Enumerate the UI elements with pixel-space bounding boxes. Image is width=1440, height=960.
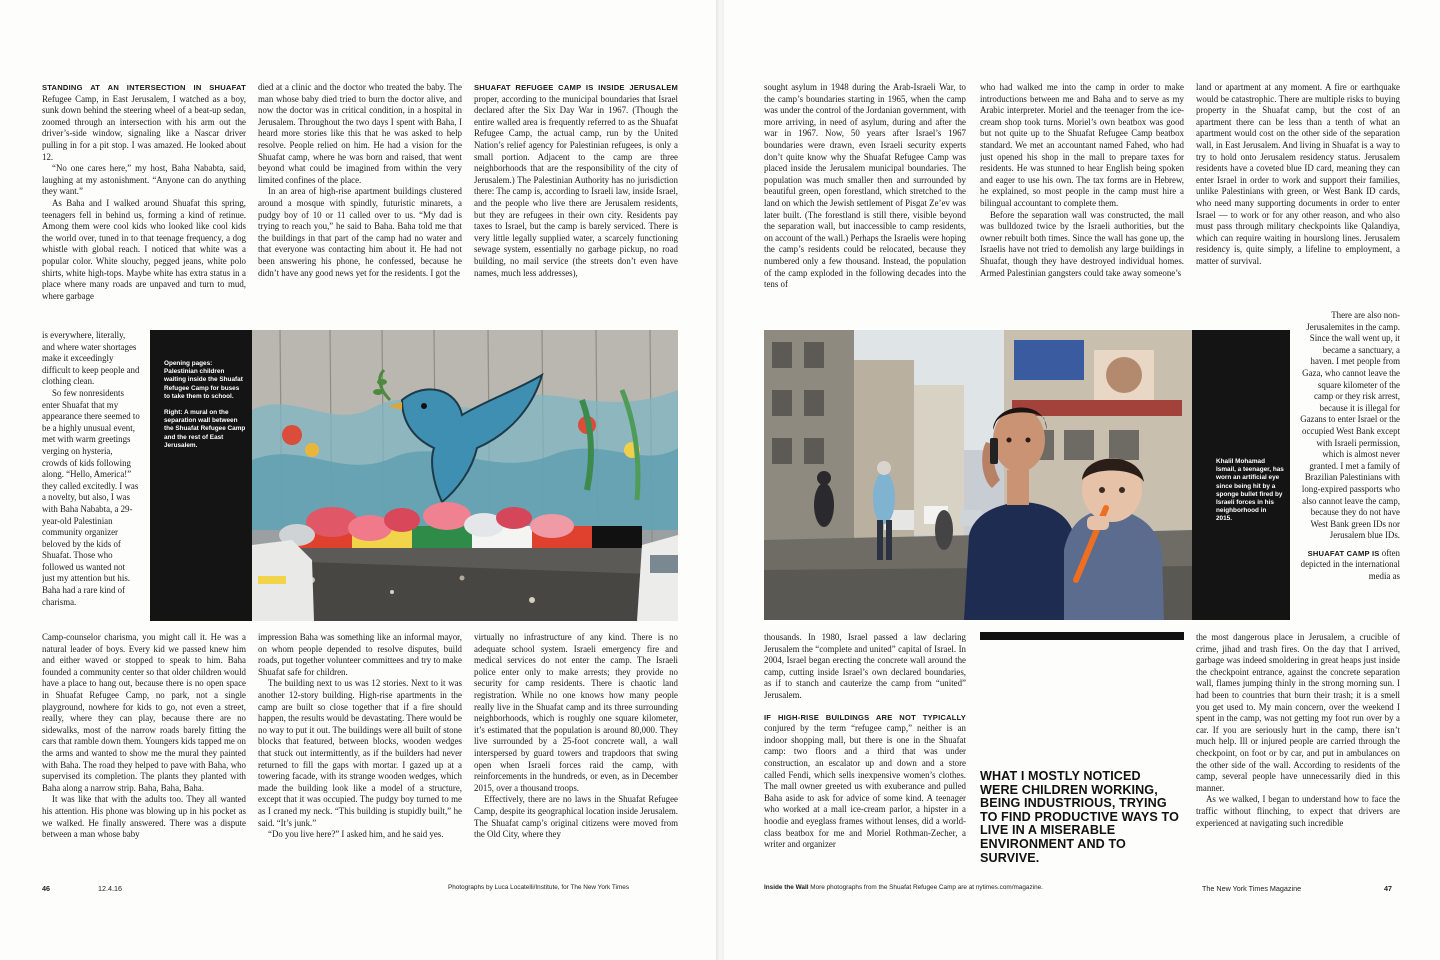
left-col1-para-1: STANDING AT AN INTERSECTION IN SHUAFAT Refugee Camp, in East Jerusalem, I watched as a boy, sunk down behind the steering wheel of a beat-up sedan, zoomed through an intersection with his arm out the driver’s-side window, signaling like a Nascar driver pulling in for a pit stop. I was amazed. He looked about 12. xyxy=(42,83,246,162)
left-col1-wrap-para-2: So few nonresidents enter Shuafat that my appearance there seemed to be a highly unusual event, met with warm greetings verging on hysteria, crowds of kids following along. “Hello, America!” they called excitedly. I was a novelty, but also, I was with Baha Nababta, a 29-year-old Palestinian community organizer beloved by the kids of Shuafat. Those who followed us wanted not just my attention but his. Baha had a rare kind of charisma. xyxy=(42,387,140,607)
mural-photo-art xyxy=(252,330,678,621)
pullquote-rule xyxy=(980,632,1184,640)
right-col2-para-2: Before the separation wall was constructed, the mall was bulldozed twice by the Israeli authorities, but the owner rebuilt both times. Since the wall has gone up, the Israelis have not tried to demolish any large buildings in Shuafat, though they have destroyed individual homes. Armed Palestinian gangsters could take away someone’s xyxy=(980,209,1184,278)
right-col3-bottom-para-2: As we walked, I began to understand how to face the traffic without flinching, to expect that drivers are experienced at navigating such incredible xyxy=(1196,794,1400,828)
web-reference xyxy=(764,884,1043,891)
pullquote: WHAT I MOSTLY NOTICED WERE CHILDREN WORKING, BEING INDUSTRIOUS, TRYING TO FIND PRODUCTIVE WAYS TO LIVE IN A MISERABLE ENVIRONMENT AND TO SURVIVE. xyxy=(980,769,1179,865)
left-col3-top xyxy=(474,82,678,324)
right-col3-wrap-para: There are also non-Jerusalemites in the camp. Since the wall went up, it became a sanctuary, a haven. I met people from Gaza, who cannot leave the square kilometer of the camp or they risk arrest, because it is illegal for Gazans to enter Israel or the occupied West Bank except with Israeli permission, which is almost never granted. I met a family of Brazilian Palestinians with long-expired passports who also cannot leave the camp, because they do not have West Bank green IDs nor Jerusalem blue IDs. xyxy=(1300,310,1400,541)
left-col3-para-1: SHUAFAT REFUGEE CAMP IS INSIDE JERUSALEM proper, according to the municipal boundaries that Israel declared after the Six Day War in 1967. (Though the entire walled area is frequently referred to as the Shuafat Refugee Camp, the actual camp, run by the United Nation’s relief agency for Palestinian refugees, is only a small portion. Adjacent to the camp are three neighborhoods that are the responsibility of the city of Jerusalem.) The Palestinian Authority has no jurisdiction there: The camp is, according to Israeli law, inside Israel, and the people who live there are Jerusalem residents, but they are refugees in their own city. Residents pay taxes to Israel, but the camp is barely serviced. There is very little legally supplied water, a scarcely functioning sewage system, essentially no garbage pickup, no road building, no mail service (the streets don’t even have names, much less addresses), xyxy=(474,83,678,278)
caption-right-mural: Right: A mural on the separation wall between the Shuafat Refugee Camp and the rest of East Jerusalem. xyxy=(164,409,246,449)
photo-credit: Photographs by Luca Locatelli/Institute, for The New York Times xyxy=(448,884,630,891)
left-col3-lead-in: SHUAFAT REFUGEE CAMP IS INSIDE JERUSALEM xyxy=(474,83,678,92)
right-col3-bottom xyxy=(1196,632,1400,872)
left-col1-wrap-para-1: is everywhere, literally, and where water shortages make it exceedingly difficult to keep people and clothing clean. xyxy=(42,330,140,387)
left-col3-bottom xyxy=(474,632,678,872)
left-page xyxy=(0,0,718,960)
left-col1-bottom-para-1: Camp-counselor charisma, you might call it. He was a natural leader of boys. Every kid we passed knew him and either waved or stopped to speak to him. Baha founded a community center so that older children would have a place to hang out, because there is no open space in Shuafat Refugee Camp, no park, not a single playground, nowhere for kids to go, not even a street, really, where they can play, because there are no sidewalks, most of the narrow roads barely fitting the cars that ramble down them. Youngers kids tapped me on the arms and wanted to show me the mural they painted with Baha. The road they helped to pave with Baha, who supervised its completion. The plants they planted with Baha along a narrow strip. Baha, Baha, Baha. xyxy=(42,632,246,793)
section-label: Inside the Wall xyxy=(764,884,809,891)
left-col1-para-3: As Baha and I walked around Shuafat this spring, teenagers fell in behind us, forming a kind of retinue. Among them were cool kids who looked like cool kids the world over, tuned in to that teenage frequency, a dog whistle with global reach. I noticed that white was a popular color. White slouchy, pegged jeans, white polo shirts, white high-tops. Maybe white has extra status in a place where many roads are unpaved and turn to mud, where garbage xyxy=(42,197,246,301)
left-col1-wrap xyxy=(42,330,140,630)
left-col2-para-1: died at a clinic and the doctor who treated the baby. The man whose baby died tried to burn the doctor alive, and now the doctor was in critical condition, in a hospital in Jerusalem. Throughout the two days I spent with Baha, I heard more stories like this that he was asked to help resolve. People relied on him. He had a vision for the Shuafat camp, where he was born and raised, that went beyond what could be imagined from within the very limited confines of the place. xyxy=(258,82,462,185)
street-photo xyxy=(764,330,1192,620)
right-col2-top xyxy=(980,82,1184,318)
left-col1-bottom xyxy=(42,632,246,872)
magazine-name: The New York Times Magazine xyxy=(1202,884,1302,893)
left-col2-bottom-para-3: “Do you live here?” I asked him, and he said yes. xyxy=(268,829,444,840)
left-page-number: 46 xyxy=(42,884,50,893)
right-col3-wrap-lead-para: SHUAFAT CAMP IS often depicted in the international media as xyxy=(1300,547,1400,582)
right-col1-para-1: sought asylum in 1948 during the Arab-Israeli War, to the camp’s boundaries starting in 1965, when the camp was under the control of the Jordanian government, with more arriving, in need of asylum, during and after the war in 1967. Now, 50 years after Israel’s 1967 boundaries were drawn, even Israeli security experts don’t quite know why the Shuafat Refugee Camp was placed inside the Jerusalem municipal boundaries. The population was much smaller then and surrounded by beautiful green, open forestland, which stretched to the land on which the Jewish settlement of Pisgat Ze’ev was later built. (The forestland is still there, visible beyond the separation wall, but inaccessible to camp residents, on account of the wall.) Perhaps the Israelis were hoping the camp’s residents could be relocated, because they numbered only a few thousand. Instead, the population of the camp exploded in the following decades into the tens of xyxy=(764,82,966,290)
right-col1-top xyxy=(764,82,966,318)
left-col1-para-2: “No one cares here,” my host, Baha Nababta, said, laughing at my astonishment. “Anyone can do anything they want.” xyxy=(42,163,246,197)
left-col2-bottom-para-2: The building next to us was 12 stories. Next to it was another 12-story building. High-rise apartments in the camp are built so close together that if a fire should happen, the results would be devastating. There would be no way to put it out. The buildings were all built of stone blocks that featured, between blocks, wooden wedges that stuck out intermittently, as if the builders had never returned to fill the gaps with mortar. I gazed up at a towering facade, with its strange wooden wedges, which made the building look like a model of a structure, except that it was occupied. The pudgy boy turned to me as I craned my neck. “This building is stupidly built,” he said. “It’s junk.” xyxy=(258,678,462,828)
left-col3-bottom-para-1: virtually no infrastructure of any kind. There is no adequate school system. Israeli emergency fire and medical services do not enter the camp. The Israeli police enter only to make arrests; they provide no security for camp residents. There is chaotic land registration. While no one knows how many people really live in the Shuafat camp and its three surrounding neighborhoods, which is roughly one square kilometer, it’s estimated that the population is around 80,000. They live surrounded by a 25-foot concrete wall, a wall interspersed by guard towers and trapdoors that swing open when Israeli forces raid the camp, with reinforcements in the hundreds, or even, as in December 2015, over a thousand troops. xyxy=(474,632,678,793)
right-col3-bottom-para-1: the most dangerous place in Jerusalem, a crucible of crime, jihad and trash fires. On the day that I arrived, garbage was indeed smoldering in great heaps just inside the checkpoint entrance, against the concrete separation wall, flames jumping thinly in the strong morning sun. I had been to countries that burn their trash; it is a smell you get used to. My main concern, over the weekend I spent in the camp, was not getting my foot run over by a car. If you are seriously hurt in the camp, there isn’t much help. Ill or injured people are carried through the checkpoint, on foot or by car, and put in ambulances on the other side of the wall. According to residents of the camp, several people have unnecessarily died in this manner. xyxy=(1196,632,1400,793)
left-col3-bottom-para-2: Effectively, there are no laws in the Shuafat Refugee Camp, despite its geographical location inside Jerusalem. The Shuafat camp’s original citizens were moved from the Old City, where they xyxy=(474,794,678,840)
left-col1-top xyxy=(42,82,246,328)
left-col2-para-2: In an area of high-rise apartment buildings clustered around a mosque with spindly, futuristic minarets, a pudgy boy of 10 or 11 called over to us. “My dad is trying to reach you,” he said to Baha. Baha told me that the buildings in that part of the camp had no water and that everyone was contacting him about it. He had not been answering his phone, he confessed, because he didn’t have any good news yet for the residents. I got the xyxy=(258,186,462,278)
right-col1-bottom xyxy=(764,632,966,872)
mural-photo xyxy=(252,330,678,621)
right-col3-para-1: land or apartment at any moment. A fire or earthquake would be catastrophic. There are multiple risks to buying property in the Shuafat camp, but the cost of an apartment there can be less than a tenth of what an apartment would cost on the other side of the separation wall, in East Jerusalem. And living in Shuafat is a way to try to hold onto Jerusalem residency status. Jerusalem residents have a coveted blue ID card, meaning they can enter Israel in order to work and support their families, unlike Palestinians with green, or West Bank ID cards, who need many supporting documents in order to enter Israel — to work or for any other reason, and who also must pass through military checkpoints like Qalandiya, which can require waiting in hourslong lines. Jerusalem residency is, quite simply, a lifeline to employment, a matter of survival. xyxy=(1196,82,1400,266)
caption-opening-pages: Opening pages: Palestinian children waiting inside the Shuafat Refugee Camp for buses to take them to school. xyxy=(164,360,243,400)
right-col1-bottom-para-2: IF HIGH-RISE BUILDINGS ARE NOT TYPICALLY conjured by the term “refugee camp,” neither is an indoor shopping mall, but there is one in the Shuafat camp: two floors and a third that was under construction, an escalator up and down and a store called Fendi, which sells inexpensive women’s clothes. The mall owner greeted us with exuberance and pulled Baha aside to ask for advice of some kind. A teenager who worked at a mall ice-cream parlor, a hipster in a hoodie and eyeglass frames without lenses, did a world-class beatbox for me and Moriel Rothman-Zecher, a writer and organizer xyxy=(764,712,966,850)
right-col1-lead-in: IF HIGH-RISE BUILDINGS ARE NOT TYPICALLY xyxy=(764,712,966,722)
section-note: More photographs from the Shuafat Refugee Camp are at nytimes.com/magazine. xyxy=(808,884,1043,891)
left-col2-bottom-para-1: impression Baha was something like an informal mayor, on whom people depended to resolve disputes, build roads, put together volunteer committees and try to make Shuafat safe for children. xyxy=(258,632,462,677)
right-photo-caption xyxy=(1192,330,1290,620)
left-photo-caption xyxy=(150,330,252,621)
left-lead-in: STANDING AT AN INTERSECTION IN SHUAFAT xyxy=(42,83,246,92)
left-issue-date: 12.4.16 xyxy=(98,884,122,893)
right-col3-wrap-lead: SHUAFAT CAMP IS xyxy=(1307,548,1380,558)
street-photo-art xyxy=(764,330,1192,620)
caption-khalil: Khalil Mohamad Ismail, a teenager, has worn an artificial eye since being hit by a sponge bullet fired by Israeli forces in his neighborhood in 2015. xyxy=(1216,458,1284,523)
right-col3-top xyxy=(1196,82,1400,322)
right-col2-para-1: who had walked me into the camp in order to make introductions between me and Baha and to serve as my Arabic interpreter. Moriel and the teenager from the ice-cream shop took turns. Moriel’s own beatbox was good but not quite up to the Shuafat Refugee Camp beatbox standard. We met an accountant named Fahed, who had just opened his shop in the mall to prepare taxes for residents. He was stunned to hear English being spoken and eager to use his own. The tax forms are in Hebrew, he explained, so most people in the camp must hire a bilingual accountant to complete them. xyxy=(980,82,1184,208)
right-col1-bottom-para-1: thousands. In 1980, Israel passed a law declaring Jerusalem the “complete and united” capital of Israel. In 2004, Israel began erecting the concrete wall around the camp, cutting inside Israel’s own declared boundaries, as if to stanch and cauterize the camp from “united” Jerusalem. xyxy=(764,632,966,700)
left-col1-bottom-para-2: It was like that with the adults too. They all wanted his attention. His phone was blowing up in his pocket as we walked. He finally answered. There was a dispute between a man whose baby xyxy=(42,794,246,840)
right-page-number: 47 xyxy=(1384,884,1392,893)
right-col3-wrap xyxy=(1300,310,1400,632)
right-page xyxy=(724,0,1440,960)
left-col2-bottom xyxy=(258,632,462,872)
left-col2-top xyxy=(258,82,462,324)
